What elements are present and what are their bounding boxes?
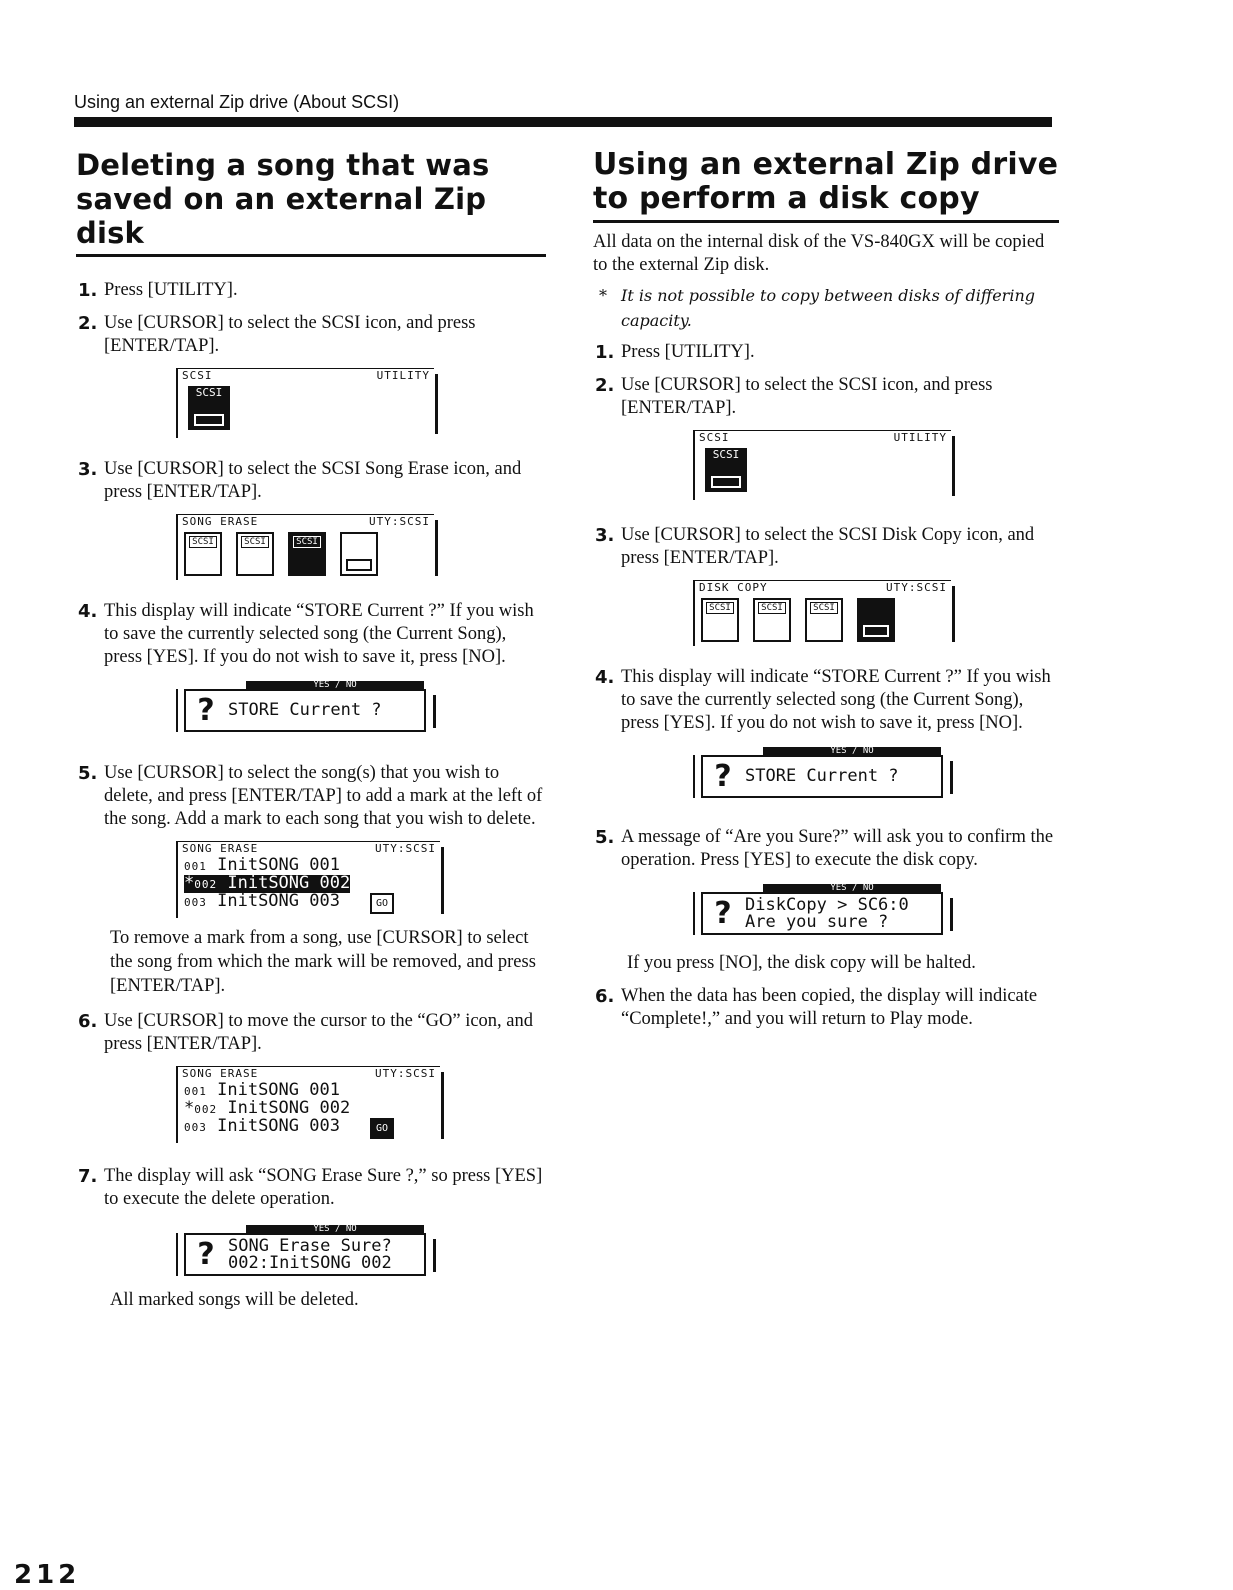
right-step-4: 4. This display will indicate “STORE Current ?” If you wish to save the currently selected song (the Current Song), press [YES]. If you do not wish to save it, press [NO]. — [595, 667, 1051, 733]
left-column — [76, 148, 546, 1312]
lcd-diskcopy-sure: YES / NO ? DiskCopy > SC6:0 Are you sure ? — [693, 892, 949, 935]
left-section-title: Deleting a song that was saved on an external Zip disk — [76, 148, 546, 257]
right-step5-note: If you press [NO], the disk copy will be halted. — [627, 953, 976, 973]
go-button: GO — [370, 893, 394, 914]
lcd-song-list-go: SONG ERASE UTY:SCSI 001 InitSONG 001 *002 InitSONG 002 003 InitSONG 003 GO — [176, 1066, 440, 1143]
right-step-3: 3. Use [CURSOR] to select the SCSI Disk Copy icon, and press [ENTER/TAP]. — [595, 525, 1035, 568]
right-step-1: 1. Press [UTILITY]. — [595, 342, 755, 363]
question-icon: ? — [197, 1237, 215, 1272]
left-step-6: 6. Use [CURSOR] to move the cursor to the “GO” icon, and press [ENTER/TAP]. — [78, 1011, 534, 1054]
lcd-utility-screen — [176, 368, 434, 438]
lcd-store-current: YES / NO ? STORE Current ? — [176, 689, 432, 732]
left-step-3: 3. Use [CURSOR] to select the SCSI Song Erase icon, and press [ENTER/TAP]. — [78, 459, 522, 502]
scsi-song-load-icon: SCSI — [236, 532, 274, 576]
scsi-icon: SCSI — [705, 448, 747, 492]
lcd-scsi-label: SCSI — [182, 369, 213, 382]
right-caution: * It is not possible to copy between disks of differing capacity. — [599, 286, 1035, 330]
scsi-disk-copy-icon — [857, 598, 895, 642]
page-number: 212 — [14, 1560, 81, 1590]
question-icon: ? — [714, 896, 732, 931]
go-button-selected: GO — [370, 1118, 394, 1139]
right-step-2: 2. Use [CURSOR] to select the SCSI icon, and press [ENTER/TAP]. — [595, 375, 993, 418]
right-step-5: 5. A message of “Are you Sure?” will ask you to confirm the operation. Press [YES] to execute the disk copy. — [595, 827, 1054, 870]
scsi-song-erase-icon: SCSI — [805, 598, 843, 642]
lcd-disk-copy-icons: DISK COPY UTY:SCSI SCSI SCSI SCSI — [693, 580, 951, 646]
question-icon: ? — [714, 759, 732, 794]
question-icon: ? — [197, 693, 215, 728]
lcd-song-list-marked: SONG ERASE UTY:SCSI 001 InitSONG 001 *002 InitSONG 002 003 InitSONG 003 GO — [176, 841, 440, 918]
lcd-utility-label: UTILITY — [376, 369, 430, 382]
header-rule — [74, 117, 1052, 127]
scsi-icon: SCSI — [188, 386, 230, 430]
scsi-song-save-icon: SCSI — [184, 532, 222, 576]
lcd-song-erase-icons: SONG ERASE UTY:SCSI SCSI SCSI SCSI — [176, 514, 434, 580]
left-final-note: All marked songs will be deleted. — [110, 1290, 359, 1310]
left-step5-note: To remove a mark from a song, use [CURSOR] to select the song from which the mark will be removed, and press [ENTER/TAP]. — [110, 928, 536, 996]
scsi-disk-copy-icon — [340, 532, 378, 576]
left-step-5: 5. Use [CURSOR] to select the song(s) that you wish to delete, and press [ENTER/TAP] to add a mark at the left of the song. Add a mark to each song that you wish to delete. — [78, 763, 543, 829]
left-step-1: 1. Press [UTILITY]. — [78, 280, 238, 301]
scsi-song-erase-icon: SCSI — [288, 532, 326, 576]
left-step-2: 2. Use [CURSOR] to select the SCSI icon, and press [ENTER/TAP]. — [78, 313, 476, 356]
running-header: Using an external Zip drive (About SCSI) — [74, 92, 400, 112]
lcd-store-current-right: YES / NO ? STORE Current ? — [693, 755, 949, 798]
right-step-6: 6. When the data has been copied, the display will indicate “Complete!,” and you will return to Play mode. — [595, 986, 1038, 1029]
lcd-utility-screen-right: SCSI UTILITY SCSI — [693, 430, 951, 500]
scsi-song-load-icon: SCSI — [753, 598, 791, 642]
scsi-song-save-icon: SCSI — [701, 598, 739, 642]
lcd-erase-sure: YES / NO ? SONG Erase Sure? 002:InitSONG 002 — [176, 1233, 432, 1276]
left-step-4: 4. This display will indicate “STORE Current ?” If you wish to save the currently selected song (the Current Song), press [YES]. If you do not wish to save it, press [NO]. — [78, 601, 534, 667]
left-step-7: 7. The display will ask “SONG Erase Sure ?,” so press [YES] to execute the delete operation. — [78, 1166, 543, 1209]
right-section-title: Using an external Zip drive to perform a disk copy — [593, 148, 1059, 223]
right-intro: All data on the internal disk of the VS-840GX will be copied to the external Zip disk. — [593, 232, 1045, 275]
right-column — [593, 148, 1059, 1031]
